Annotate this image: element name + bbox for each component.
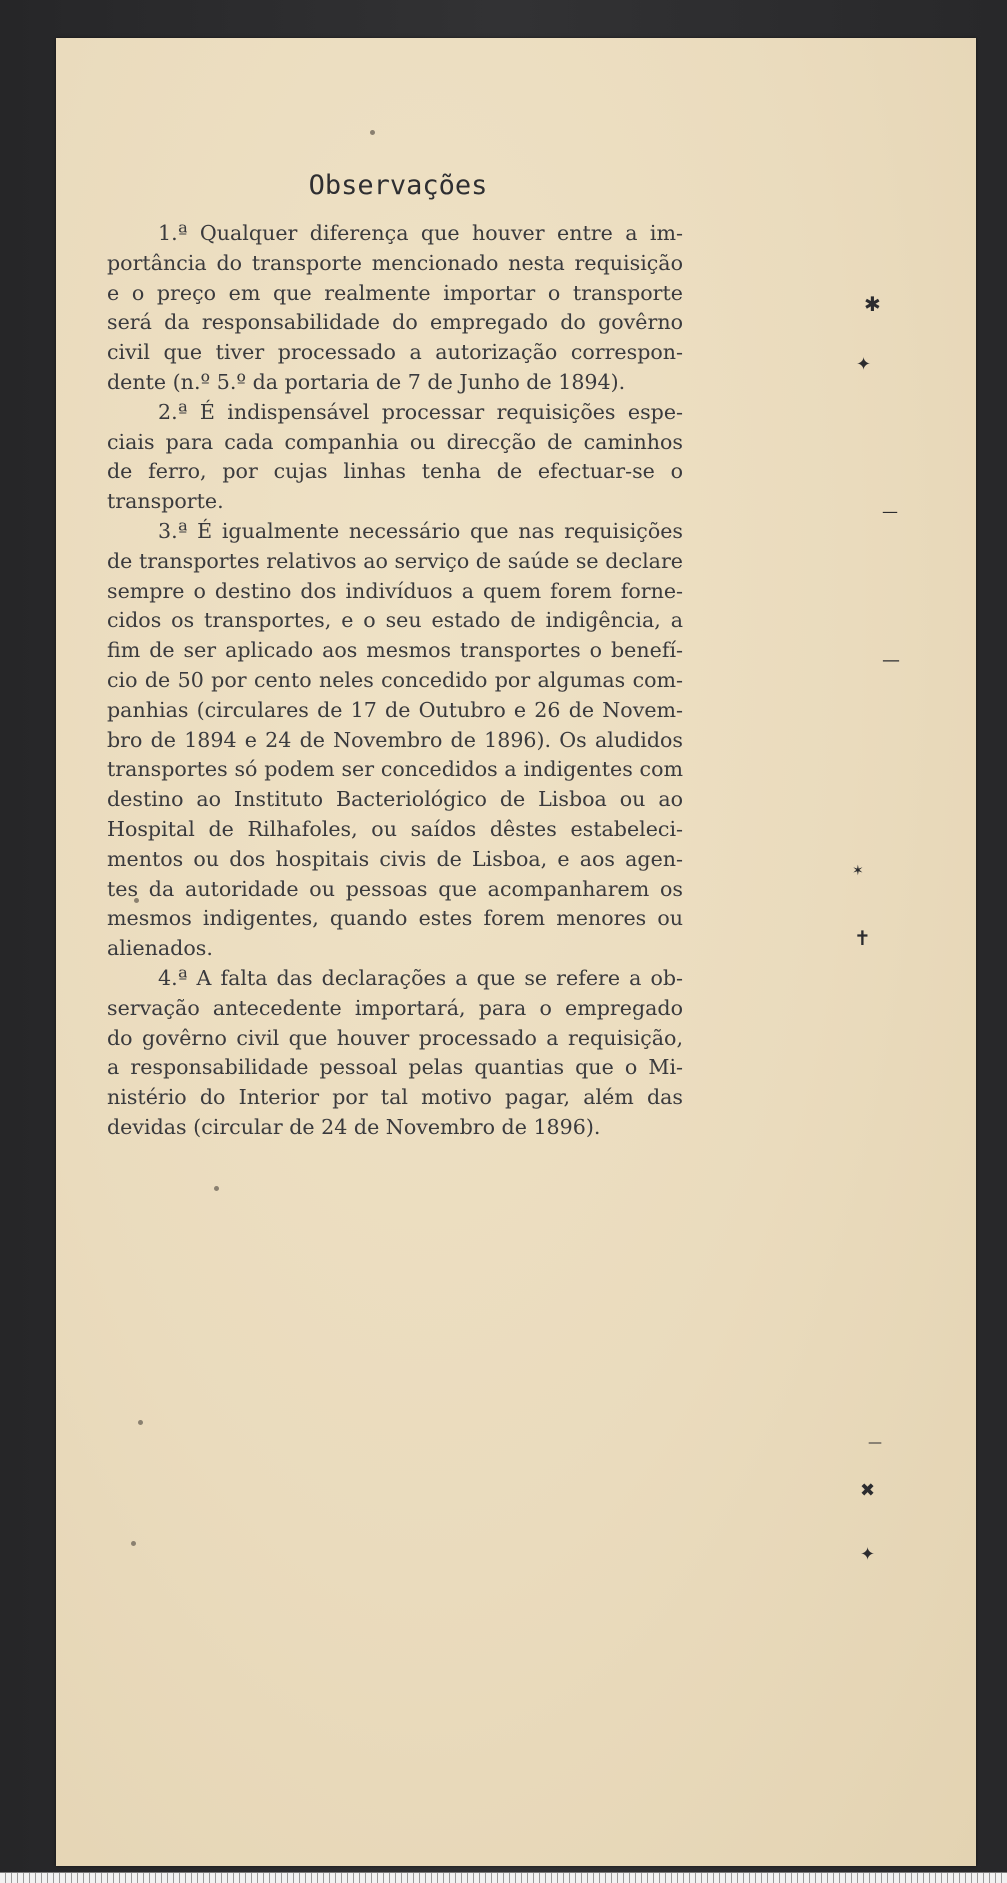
margin-mark: ✦ [860, 1544, 876, 1565]
text-line: destino ao Instituto Bacteriológico de Lisboa ou ao [107, 787, 683, 812]
text-line: dente (n.º 5.º da portaria de 7 de Junho de 1894). [107, 369, 626, 394]
margin-mark: ✱ [864, 292, 881, 316]
text-line: transporte. [107, 489, 224, 514]
text-line: de ferro, por cujas linhas tenha de efectuar-se o [107, 459, 683, 484]
observation-paragraph-1 [107, 219, 683, 398]
text-line: 2.ª É indispensável processar requisições espe- [158, 399, 683, 424]
text-line: portância do transporte mencionado nesta requisição [107, 250, 683, 275]
paper-speck [138, 1420, 143, 1425]
text-line: ciais para cada companhia ou direcção de caminhos [107, 429, 683, 454]
text-line: cidos os transportes, e o seu estado de indigência, a [107, 608, 683, 633]
margin-mark: ✖ [860, 1480, 876, 1501]
text-line: civil que tiver processado a autorização correspon- [107, 340, 683, 365]
text-line: alienados. [107, 936, 213, 961]
margin-mark: — [882, 650, 900, 671]
text-line: mentos ou dos hospitais civis de Lisboa, e aos agen- [107, 846, 683, 871]
observation-paragraph-3 [107, 517, 683, 964]
paper-speck [214, 1186, 219, 1191]
observation-paragraph-4 [107, 964, 683, 1143]
text-line: bro de 1894 e 24 de Novembro de 1896). Os aludidos [107, 727, 683, 752]
text-line: do govêrno civil que houver processado a requisição, [107, 1025, 683, 1050]
text-line: mesmos indigentes, quando estes forem menores ou [107, 906, 683, 931]
text-line: nistério do Interior por tal motivo pagar, além das [107, 1085, 683, 1110]
text-line: panhias (circulares de 17 de Outubro e 26 de Novem- [107, 697, 683, 722]
margin-mark: — [882, 502, 898, 521]
text-line: 3.ª É igualmente necessário que nas requisições [158, 518, 683, 543]
observation-paragraph-2 [107, 398, 683, 517]
text-line: cio de 50 por cento neles concedido por algumas com- [107, 667, 683, 692]
text-line: Hospital de Rilhafoles, ou saídos dêstes estabeleci- [107, 816, 683, 841]
text-line: será da responsabilidade do empregado do govêrno [107, 310, 683, 335]
margin-mark: ✦ [856, 354, 872, 375]
paper-speck [131, 1541, 136, 1546]
text-line: sempre o destino dos indivíduos a quem forem forne- [107, 578, 683, 603]
text-line: e o preço em que realmente importar o transporte [107, 280, 683, 305]
margin-mark: ✶ [852, 863, 864, 879]
text-line: tes da autoridade ou pessoas que acompanharem os [107, 876, 683, 901]
text-line: 4.ª A falta das declarações a que se refere a ob- [158, 965, 683, 990]
margin-mark: ✝ [854, 926, 871, 950]
scale-ruler [0, 1872, 1007, 1883]
paper-speck [370, 130, 375, 135]
text-line: fim de ser aplicado aos mesmos transportes o benefí- [107, 638, 683, 663]
margin-mark: — [868, 1435, 882, 1451]
page-title: Observações [308, 170, 488, 201]
text-line: a responsabilidade pessoal pelas quantias que o Mi- [107, 1055, 683, 1080]
text-line: de transportes relativos ao serviço de saúde se declare [107, 548, 683, 573]
text-line: servação antecedente importará, para o empregado [107, 995, 683, 1020]
text-line: transportes só podem ser concedidos a indigentes com [107, 757, 683, 782]
observations-list [107, 219, 683, 1143]
text-line: 1.ª Qualquer diferença que houver entre a im- [158, 221, 683, 245]
document-content [107, 170, 683, 1143]
text-line: devidas (circular de 24 de Novembro de 1896). [107, 1114, 601, 1139]
